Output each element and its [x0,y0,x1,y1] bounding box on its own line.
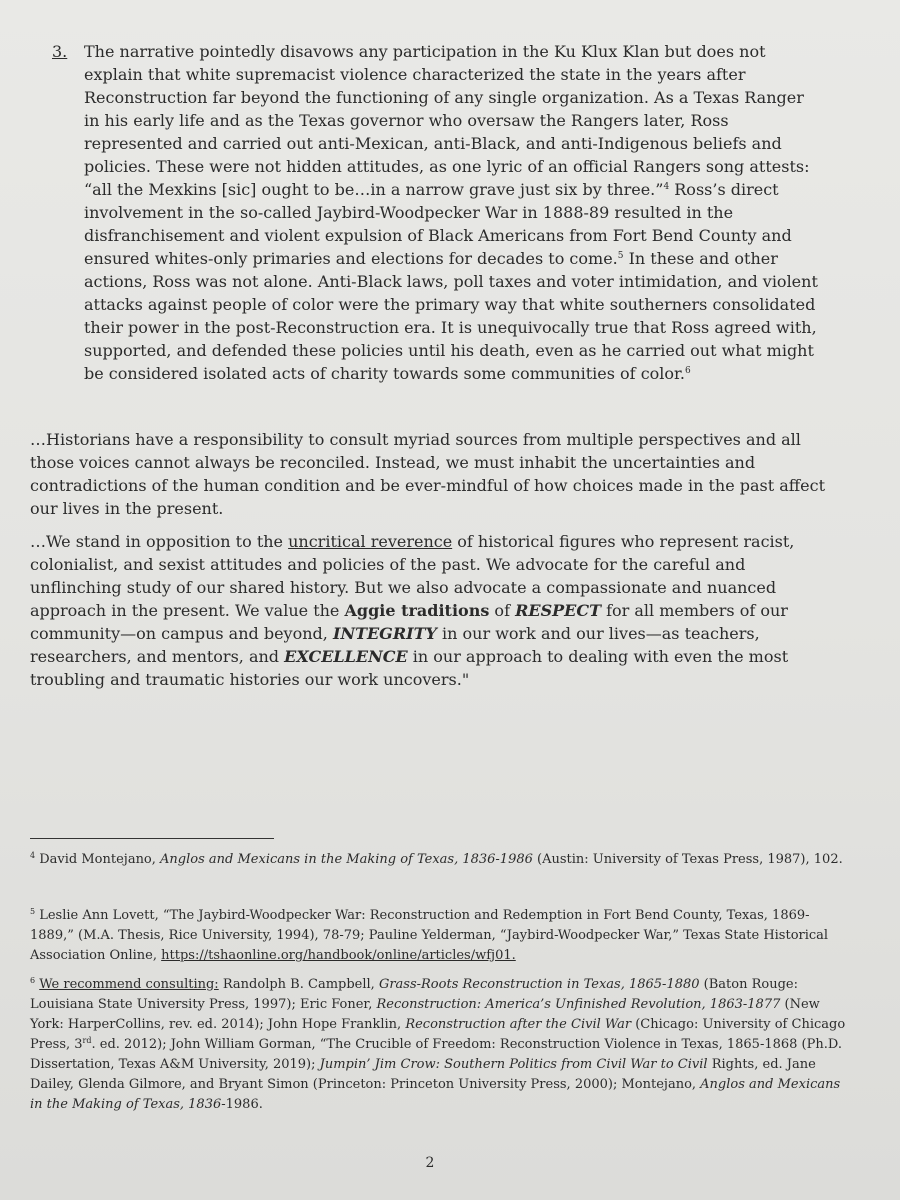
footnote-5: $^5$ Leslie Ann Lovett, “The Jaybird-Woodpecker War: Reconstruction and Redemption in Fort Bend County, Texas, 1869-1889,” (M.A. Thesis, Rice University, 1994), 78-79; Pauline Yelderman, “Jaybird-Woodpecker War,” Texas State Historical Association Online, https://tshaonline.org/handbook/online/articles/wfj01. [30,907,829,963]
list-item-number: 3. [52,42,68,61]
footnote-ref-6: 6 [685,366,691,376]
value-integrity: INTEGRITY [332,624,437,643]
underlined-phrase: uncritical reverence [288,532,453,551]
bold-phrase: Aggie traditions [344,601,490,620]
list-item-3 [52,40,822,385]
footnote-4: $^4$ David Montejano, Anglos and Mexicans in the Making of Texas, 1836-1986 (Austin: University of Texas Press, 1987), 102. [30,851,843,867]
paragraph-opposition: …We stand in opposition to the uncritical reverence of historical figures who represent racist, colonialist, and sexist attitudes and policies of the past. We advocate for the careful and unflinching study of our shared history. But we also advocate a compassionate and nuanced approach in the present. We value the Aggie traditions of RESPECT for all members of our community—on campus and beyond, INTEGRITY in our work and our lives—as teachers, researchers, and mentors, and EXCELLENCE in our approach to dealing with even the most troubling and traumatic histories our work uncovers." [30,532,795,689]
footnote-link[interactable]: https://tshaonline.org/handbook/online/articles/wfj01. [161,948,516,963]
value-excellence: EXCELLENCE [284,647,408,666]
footnote-6: $^6$ We recommend consulting: Randolph B. Campbell, Grass-Roots Reconstruction in Texas, 1865-1880 (Baton Rouge: Louisiana State University Press, 1997); Eric Foner, Reconstruction: America’s Unfinished Revolution, 1863-1877 (New York: HarperCollins, rev. ed. 2014); John Hope Franklin, Reconstruction after the Civil War (Chicago: University of Chicago Press, 3rd. ed. 2012); John William Gorman, “The Crucible of Freedom: Reconstruction Violence in Texas, 1865-1868 (Ph.D. Dissertation, Texas A&M University, 2019); Jumpin’ Jim Crow: Southern Politics from Civil War to Civil Rights, ed. Jane Dailey, Glenda Gilmore, and Bryant Simon (Princeton: Princeton University Press, 2000); Montejano, Anglos and Mexicans in the Making of Texas, 1836-1986. [30,976,846,1112]
page-number: 2 [425,1155,435,1171]
footnote-ref-4: 4 [663,182,670,192]
footnote-ref-5: 5 [617,251,624,261]
list-item-body: The narrative pointedly disavows any participation in the Ku Klux Klan but does not explain that white supremacist violence characterized the state in the years after Reconstruction far beyond the functioning of any single organization. As a Texas Ranger in his early life and as the Texas governor who oversaw the Rangers later, Ross represented and carried out anti-Mexican, anti-Black, and anti-Indigenous beliefs and policies. These were not hidden attitudes, as one lyric of an official Rangers song attests: “all the Mexkins [sic] ought to be…in a narrow grave just six by three.”$^4$ Ross’s direct involvement in the so-called Jaybird-Woodpecker War in 1888-89 resulted in the disfranchisement and violent expulsion of Black Americans from Fort Bend County and ensured whites-only primaries and elections for decades to come.$^5$ In these and other actions, Ross was not alone. Anti-Black laws, poll taxes and voter intimidation, and violent attacks against people of color were the primary way that white southerners consolidated their power in the post-Reconstruction era. It is unequivocally true that Ross agreed with, supported, and defended these policies until his death, even as he carried out what might be considered isolated acts of charity towards some communities of color.$^6$ [84,42,818,383]
value-respect: RESPECT [515,601,601,620]
paragraph-historians: …Historians have a responsibility to consult myriad sources from multiple perspectives and all those voices cannot always be reconciled. Instead, we must inhabit the uncertainties and contradictions of the human condition and be ever-mindful of how choices made in the past affect our lives in the present. [30,430,826,518]
footnote-divider [30,838,274,839]
